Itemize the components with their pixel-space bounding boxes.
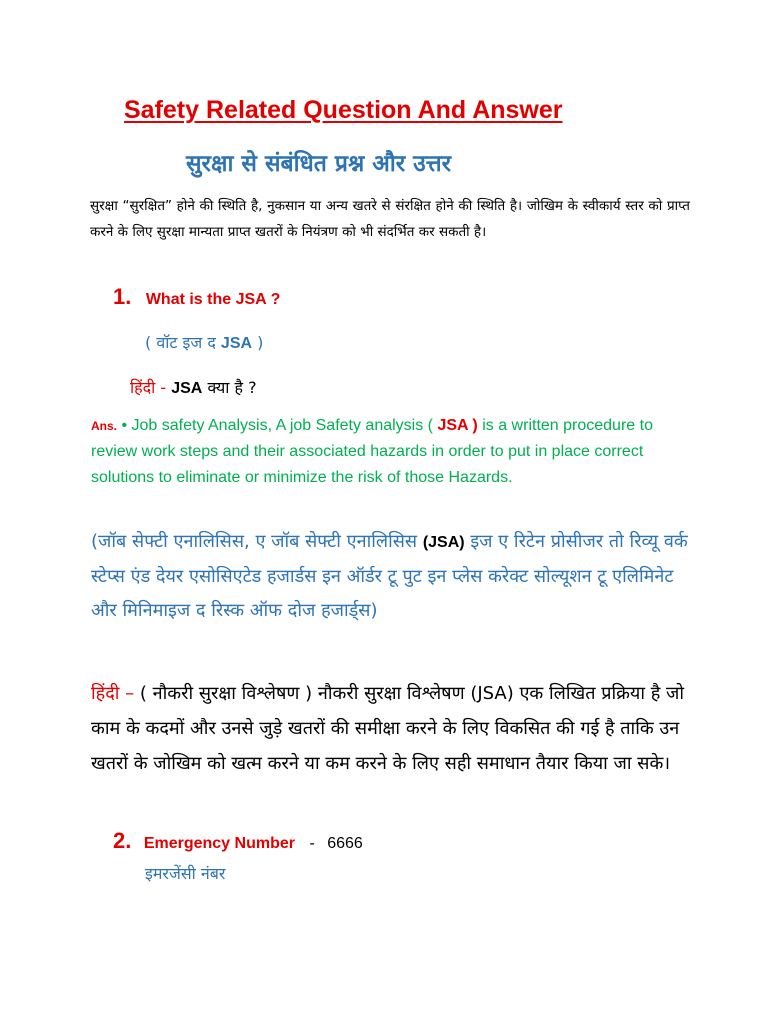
- question-1-heading: [113, 284, 280, 310]
- ans-label: Ans.: [91, 419, 118, 433]
- answer-jsa: JSA ): [437, 417, 478, 434]
- question-1-hindi: [130, 376, 257, 398]
- answer-phonetic: [91, 525, 691, 628]
- hindi-title: सुरक्षा से संबंधित प्रश्न और उत्तर: [186, 151, 452, 177]
- hindi-jsa: JSA: [171, 380, 203, 397]
- question-2-text: Emergency Number: [143, 835, 295, 852]
- question-2-dash: -: [309, 835, 315, 852]
- question-1-text: What is the JSA ?: [145, 291, 281, 308]
- phonetic-open: ( वॉट इज द: [145, 333, 221, 352]
- question-2-number: 2.: [113, 828, 132, 853]
- hindi-answer-label: हिंदी –: [91, 683, 135, 704]
- phonetic-jsa: JSA: [220, 335, 253, 352]
- phonetic-answer-part-2: इज ए रिटेन प्रोसीजर तो रिव्यू वर्क स्टेप्स एंड देयर एसोसिएटेड हजार्डस इन ऑर्डर टू पुट इन प्लेस करेक्ट सोल्यूशन टू एलिमिनेट और मिनिमाइज द रिस्क ऑफ दोज हजार्ड्स): [91, 531, 688, 621]
- ans-bullet: •: [117, 417, 132, 434]
- answer-part-1: Job safety Analysis, A job Safety analysis (: [131, 417, 438, 434]
- phonetic-answer-jsa: (JSA): [422, 534, 465, 551]
- phonetic-answer-part-1: (जॉब सेफ्टी एनालिसिस, ए जॉब सेफ्टी एनालिसिस: [91, 531, 423, 552]
- hindi-question: क्या है ?: [202, 378, 257, 397]
- intro-paragraph: सुरक्षा “सुरक्षित” होने की स्थिति है, नुकसान या अन्य खतरे से संरक्षित होने की स्थिति है। जोखिम के स्वीकार्य स्तर को प्राप्त करने के लिए सुरक्षा मान्यता प्राप्त खतरों के नियंत्रण को भी संदर्भित कर सकती है।: [90, 198, 690, 240]
- question-2-hindi: इमरजेंसी नंबर: [145, 864, 226, 883]
- phonetic-close: ): [252, 333, 264, 352]
- question-1-phonetic: [145, 331, 263, 353]
- hindi-label: हिंदी: [130, 378, 156, 397]
- hindi-dash: -: [155, 378, 172, 397]
- question-1-number: 1.: [113, 284, 132, 309]
- hindi-answer-text: ( नौकरी सुरक्षा विश्लेषण ) नौकरी सुरक्षा विश्लेषण (JSA) एक लिखित प्रक्रिया है जो काम के कदमों और उनसे जुड़े खतरों की समीक्षा करने के लिए विकसित की गई है ताकि उन खतरों के जोखिम को खत्म करने या कम करने के लिए सही समाधान तैयार किया जा सके।: [91, 683, 685, 774]
- answer-english: [91, 413, 691, 491]
- emergency-number-value: 6666: [327, 835, 363, 852]
- answer-part-2: is a written procedure to review work steps and their associated hazards in order to put in place correct solutions to eliminate or minimize the risk of those Hazards.: [91, 417, 653, 486]
- answer-hindi: [91, 676, 691, 781]
- question-2-heading: [113, 828, 363, 854]
- page-title: Safety Related Question And Answer: [124, 96, 563, 124]
